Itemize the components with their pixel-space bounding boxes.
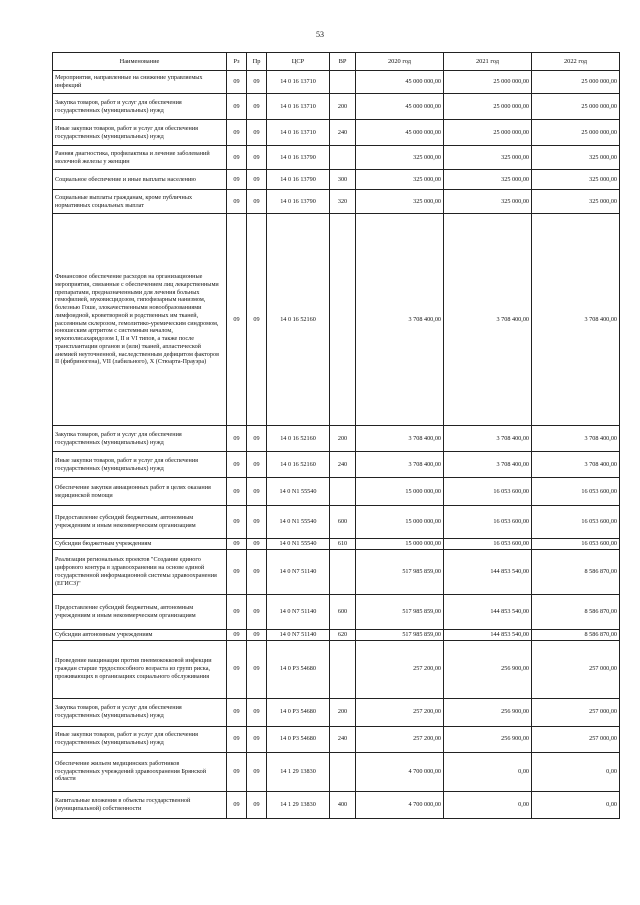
header-vr: ВР [330,53,356,71]
cell-name: Предоставление субсидий бюджетным, автономным учреждениям и иным некоммерческим организациям [53,594,227,629]
cell-csr: 14 0 P3 54680 [267,726,330,752]
cell-pr: 09 [247,640,267,698]
table-row [53,594,620,629]
cell-pr: 09 [247,752,267,791]
cell-vr: 240 [330,726,356,752]
cell-2021: 256 900,00 [444,698,532,726]
cell-2021: 3 708 400,00 [444,214,532,426]
cell-name: Обеспечение жильем медицинских работников государственных учреждений здравоохранения Брянской области [53,752,227,791]
cell-rz: 09 [227,146,247,170]
cell-2020: 3 708 400,00 [356,426,444,452]
cell-2021: 16 053 600,00 [444,539,532,550]
cell-pr: 09 [247,698,267,726]
cell-pr: 09 [247,120,267,146]
cell-pr: 09 [247,71,267,94]
cell-2022: 325 000,00 [532,190,620,214]
cell-vr [330,146,356,170]
cell-2020: 325 000,00 [356,170,444,190]
cell-2020: 4 700 000,00 [356,791,444,818]
cell-2022: 25 000 000,00 [532,94,620,120]
cell-2021: 3 708 400,00 [444,452,532,478]
cell-2020: 15 000 000,00 [356,478,444,506]
table-row [53,94,620,120]
cell-rz: 09 [227,506,247,539]
table-row [53,629,620,640]
cell-csr: 14 0 P3 54680 [267,640,330,698]
table-row [53,549,620,594]
cell-2021: 325 000,00 [444,146,532,170]
table-row [53,726,620,752]
cell-csr: 14 0 16 13790 [267,146,330,170]
cell-2020: 3 708 400,00 [356,214,444,426]
cell-rz: 09 [227,94,247,120]
cell-pr: 09 [247,478,267,506]
cell-2021: 0,00 [444,752,532,791]
header-2021: 2021 год [444,53,532,71]
cell-2021: 25 000 000,00 [444,71,532,94]
cell-csr: 14 0 N1 55540 [267,506,330,539]
cell-2022: 0,00 [532,752,620,791]
cell-2022: 257 000,00 [532,726,620,752]
cell-2022: 0,00 [532,791,620,818]
cell-2020: 45 000 000,00 [356,71,444,94]
cell-rz: 09 [227,190,247,214]
cell-rz: 09 [227,426,247,452]
cell-csr: 14 0 16 13710 [267,71,330,94]
cell-name: Ранняя диагностика, профилактика и лечение заболеваний молочной железы у женщин [53,146,227,170]
cell-csr: 14 0 16 52160 [267,426,330,452]
cell-vr [330,549,356,594]
cell-2021: 0,00 [444,791,532,818]
cell-2020: 257 200,00 [356,698,444,726]
table-row [53,170,620,190]
cell-pr: 09 [247,214,267,426]
cell-rz: 09 [227,170,247,190]
cell-2020: 325 000,00 [356,146,444,170]
cell-csr: 14 0 N7 51140 [267,594,330,629]
cell-2022: 8 586 870,00 [532,549,620,594]
cell-2020: 517 985 859,00 [356,549,444,594]
cell-pr: 09 [247,146,267,170]
cell-rz: 09 [227,452,247,478]
table-row [53,426,620,452]
cell-name: Капитальные вложения в объекты государственной (муниципальной) собственности [53,791,227,818]
cell-rz: 09 [227,752,247,791]
cell-name: Закупка товаров, работ и услуг для обеспечения государственных (муниципальных) нужд [53,426,227,452]
cell-vr: 200 [330,698,356,726]
cell-2020: 15 000 000,00 [356,506,444,539]
table-row [53,452,620,478]
table-row [53,214,620,426]
header-2020: 2020 год [356,53,444,71]
cell-vr: 300 [330,170,356,190]
cell-name: Субсидии бюджетным учреждениям [53,539,227,550]
cell-name: Мероприятия, направленные на снижение управляемых инфекций [53,71,227,94]
cell-rz: 09 [227,71,247,94]
cell-2022: 16 053 600,00 [532,478,620,506]
cell-csr: 14 0 16 52160 [267,452,330,478]
cell-2022: 8 586 870,00 [532,594,620,629]
cell-rz: 09 [227,698,247,726]
cell-name: Обеспечение закупки авиационных работ в целях оказания медицинской помощи [53,478,227,506]
cell-2020: 325 000,00 [356,190,444,214]
cell-rz: 09 [227,726,247,752]
cell-csr: 14 1 29 13830 [267,791,330,818]
cell-pr: 09 [247,190,267,214]
cell-2020: 517 985 859,00 [356,594,444,629]
cell-name: Социальные выплаты гражданам, кроме публичных нормативных социальных выплат [53,190,227,214]
cell-vr: 600 [330,594,356,629]
cell-vr: 200 [330,94,356,120]
cell-pr: 09 [247,94,267,120]
cell-name: Иные закупки товаров, работ и услуг для обеспечения государственных (муниципальных) нужд [53,452,227,478]
cell-vr: 240 [330,452,356,478]
cell-2021: 25 000 000,00 [444,120,532,146]
cell-csr: 14 0 16 13790 [267,170,330,190]
cell-rz: 09 [227,539,247,550]
table-body [53,71,620,819]
cell-2022: 257 000,00 [532,698,620,726]
cell-2022: 257 000,00 [532,640,620,698]
table-row [53,539,620,550]
cell-2022: 25 000 000,00 [532,71,620,94]
cell-2021: 256 900,00 [444,640,532,698]
cell-2022: 16 053 600,00 [532,506,620,539]
cell-vr [330,752,356,791]
cell-2020: 45 000 000,00 [356,120,444,146]
cell-rz: 09 [227,791,247,818]
cell-2022: 3 708 400,00 [532,214,620,426]
cell-2022: 325 000,00 [532,170,620,190]
cell-pr: 09 [247,426,267,452]
header-csr: ЦСР [267,53,330,71]
cell-rz: 09 [227,640,247,698]
header-pr: Пр [247,53,267,71]
header-name: Наименование [53,53,227,71]
cell-csr: 14 0 P3 54680 [267,698,330,726]
cell-name: Иные закупки товаров, работ и услуг для обеспечения государственных (муниципальных) нужд [53,726,227,752]
cell-csr: 14 1 29 13830 [267,752,330,791]
table-row [53,146,620,170]
cell-rz: 09 [227,120,247,146]
cell-vr [330,214,356,426]
cell-csr: 14 0 N1 55540 [267,478,330,506]
cell-2020: 45 000 000,00 [356,94,444,120]
table-row [53,120,620,146]
cell-rz: 09 [227,549,247,594]
cell-name: Предоставление субсидий бюджетным, автономным учреждениям и иным некоммерческим организациям [53,506,227,539]
cell-2020: 257 200,00 [356,640,444,698]
cell-vr [330,71,356,94]
cell-pr: 09 [247,539,267,550]
cell-pr: 09 [247,452,267,478]
cell-csr: 14 0 16 13710 [267,94,330,120]
cell-vr: 320 [330,190,356,214]
cell-2021: 16 053 600,00 [444,506,532,539]
cell-2021: 325 000,00 [444,170,532,190]
cell-vr: 400 [330,791,356,818]
cell-vr: 200 [330,426,356,452]
cell-pr: 09 [247,549,267,594]
table-row [53,506,620,539]
cell-pr: 09 [247,726,267,752]
cell-csr: 14 0 N7 51140 [267,549,330,594]
cell-csr: 14 0 16 13710 [267,120,330,146]
budget-table [52,52,620,819]
cell-name: Реализация региональных проектов "Создание единого цифрового контура в здравоохранении на основе единой государственной информационной системы здравоохранения (ЕГИСЗ)" [53,549,227,594]
cell-name: Закупка товаров, работ и услуг для обеспечения государственных (муниципальных) нужд [53,94,227,120]
cell-pr: 09 [247,791,267,818]
cell-name: Проведение вакцинации против пневмококковой инфекции граждан старше трудоспособного возраста из групп риска, проживающих в организациях социального обслуживания [53,640,227,698]
cell-rz: 09 [227,629,247,640]
page-number: 53 [316,30,324,39]
cell-vr: 600 [330,506,356,539]
cell-pr: 09 [247,170,267,190]
cell-2020: 517 985 859,00 [356,629,444,640]
cell-2021: 144 853 540,00 [444,629,532,640]
cell-vr: 610 [330,539,356,550]
cell-2022: 16 053 600,00 [532,539,620,550]
cell-vr: 240 [330,120,356,146]
cell-2021: 144 853 540,00 [444,594,532,629]
table-row [53,71,620,94]
cell-2021: 25 000 000,00 [444,94,532,120]
cell-rz: 09 [227,214,247,426]
header-2022: 2022 год [532,53,620,71]
header-rz: Рз [227,53,247,71]
cell-name: Финансовое обеспечение расходов на организационные мероприятия, связанные с обеспечением лиц лекарственными препаратами, предназначенными для лечения больных гемофилией, муковисцидозом, гипофизарным нанизмом, болезнью Гоше, злокачественными новообразованиями лимфоидной, кроветворной и родственных им тканей, рассеянным склерозом, гемолитико-уремическим синдромом, юношеским артритом с системным началом, мукополисахаридозом I, II и VI типов, а также после трансплантации органов и (или) тканей, апластической анемией неуточненной, наследственным дефицитом факторов II (фибриногена), VII (лабильного), X (Стюарта-Прауэра) [53,214,227,426]
table-row [53,190,620,214]
cell-2020: 4 700 000,00 [356,752,444,791]
cell-2021: 256 900,00 [444,726,532,752]
cell-2022: 325 000,00 [532,146,620,170]
cell-2022: 25 000 000,00 [532,120,620,146]
cell-pr: 09 [247,506,267,539]
cell-2020: 15 000 000,00 [356,539,444,550]
cell-rz: 09 [227,478,247,506]
cell-csr: 14 0 N7 51140 [267,629,330,640]
cell-vr [330,478,356,506]
table-row [53,791,620,818]
cell-pr: 09 [247,594,267,629]
cell-vr: 620 [330,629,356,640]
cell-csr: 14 0 16 13790 [267,190,330,214]
cell-2022: 3 708 400,00 [532,426,620,452]
cell-2020: 257 200,00 [356,726,444,752]
cell-csr: 14 0 N1 55540 [267,539,330,550]
table-row [53,478,620,506]
table-row [53,752,620,791]
cell-name: Субсидии автономным учреждениям [53,629,227,640]
cell-2022: 3 708 400,00 [532,452,620,478]
cell-name: Социальное обеспечение и иные выплаты населению [53,170,227,190]
cell-2021: 325 000,00 [444,190,532,214]
cell-2022: 8 586 870,00 [532,629,620,640]
cell-rz: 09 [227,594,247,629]
cell-name: Иные закупки товаров, работ и услуг для обеспечения государственных (муниципальных) нужд [53,120,227,146]
cell-2021: 144 853 540,00 [444,549,532,594]
cell-csr: 14 0 16 52160 [267,214,330,426]
cell-name: Закупка товаров, работ и услуг для обеспечения государственных (муниципальных) нужд [53,698,227,726]
cell-2021: 3 708 400,00 [444,426,532,452]
cell-2021: 16 053 600,00 [444,478,532,506]
table-row [53,640,620,698]
table-row [53,698,620,726]
cell-vr [330,640,356,698]
cell-2020: 3 708 400,00 [356,452,444,478]
cell-pr: 09 [247,629,267,640]
table-header-row [53,53,620,71]
